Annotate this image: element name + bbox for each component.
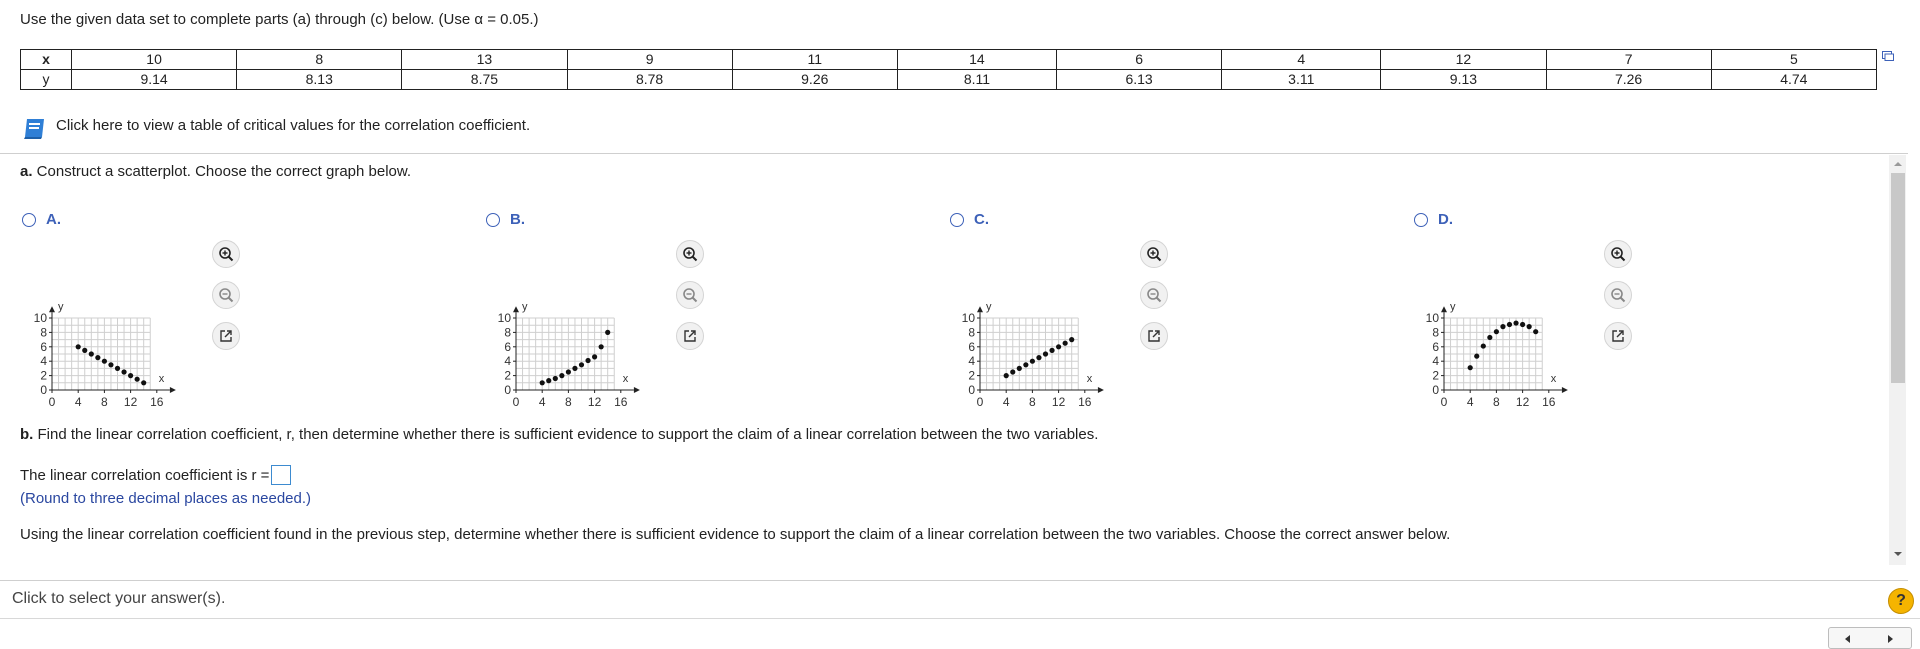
y-tick-label: 2: [1432, 368, 1439, 383]
zoom-out-button[interactable]: [212, 281, 240, 309]
data-point: [1049, 348, 1054, 353]
zoom-out-icon: [1610, 287, 1626, 303]
scatterplot: [484, 228, 659, 408]
option-radio[interactable]: [950, 213, 964, 227]
x-axis-label: x: [1550, 373, 1557, 385]
divider: [0, 153, 1908, 154]
data-point: [1056, 344, 1061, 349]
x-value: 5: [1711, 50, 1876, 70]
x-value: 9: [567, 50, 732, 70]
zoom-out-icon: [1146, 287, 1162, 303]
data-point: [1063, 341, 1068, 346]
data-point: [605, 330, 610, 335]
x-tick-label: 12: [123, 395, 138, 408]
data-point: [1527, 324, 1532, 329]
data-table: [20, 49, 1877, 90]
data-point: [1487, 335, 1492, 340]
x-tick-label: 16: [1542, 395, 1556, 408]
y-row: [21, 70, 1877, 90]
footer-divider: [0, 618, 1920, 619]
data-point: [1030, 359, 1035, 364]
round-hint: (Round to three decimal places as needed.): [20, 490, 312, 507]
data-point: [579, 362, 584, 367]
x-tick-label: 16: [150, 395, 164, 408]
data-point: [128, 373, 133, 378]
zoom-out-button[interactable]: [1604, 281, 1632, 309]
y-tick-label: 10: [497, 311, 511, 325]
option-b[interactable]: [484, 208, 914, 448]
data-point: [1069, 337, 1074, 342]
scrollbar-thumb[interactable]: [1891, 173, 1905, 383]
option-radio[interactable]: [22, 213, 36, 227]
x-header: x: [21, 50, 72, 70]
open-new-window-button[interactable]: [212, 322, 240, 350]
y-value: 9.14: [72, 70, 237, 90]
x-axis-label: x: [622, 373, 629, 385]
data-point: [108, 362, 113, 367]
x-value: 12: [1381, 50, 1546, 70]
y-axis-label: y: [58, 301, 64, 314]
data-point: [89, 351, 94, 356]
x-axis-arrow: [634, 387, 640, 393]
x-tick-label: 4: [1466, 395, 1474, 408]
data-point: [1468, 365, 1473, 370]
scroll-up-icon[interactable]: [1892, 160, 1904, 168]
plot-grid: [980, 318, 1078, 390]
y-tick-label: 0: [1432, 383, 1439, 397]
data-point: [566, 369, 571, 374]
y-value: 8.75: [402, 70, 567, 90]
y-tick-label: 8: [40, 325, 47, 340]
part-b-label: b.: [20, 426, 34, 443]
external-link-icon: [683, 329, 697, 343]
data-point: [1513, 320, 1518, 325]
y-tick-label: 4: [504, 354, 511, 369]
open-new-window-button[interactable]: [676, 322, 704, 350]
y-tick-label: 0: [968, 383, 975, 397]
y-tick-label: 8: [1432, 325, 1439, 340]
x-tick-label: 12: [587, 395, 602, 408]
instructions: Use the given data set to complete parts (a) through (c) below. (Use α = 0.05.): [20, 11, 539, 28]
x-value: 7: [1546, 50, 1711, 70]
scroll-down-icon[interactable]: [1892, 550, 1904, 558]
y-value: 9.13: [1381, 70, 1546, 90]
help-button[interactable]: ?: [1888, 588, 1914, 614]
zoom-in-button[interactable]: [212, 240, 240, 268]
y-axis-label: y: [986, 301, 992, 314]
x-axis-arrow: [1562, 387, 1568, 393]
data-point: [1481, 343, 1486, 348]
y-tick-label: 10: [33, 311, 47, 325]
y-tick-label: 0: [504, 383, 511, 397]
part-b-text: Find the linear correlation coefficient, r, then determine whether there is sufficient evidence to support the claim of a linear correlation between the two variables.: [33, 426, 1099, 443]
x-axis-label: x: [158, 373, 165, 385]
x-tick-label: 0: [976, 395, 984, 408]
option-label[interactable]: C.: [974, 211, 989, 228]
x-axis-arrow: [1098, 387, 1104, 393]
part-b-question: [20, 426, 1098, 443]
data-point: [592, 354, 597, 359]
data-point: [1017, 366, 1022, 371]
next-icon[interactable]: [1885, 634, 1895, 644]
y-tick-label: 6: [1432, 339, 1439, 354]
scatterplot: [20, 228, 195, 408]
x-value: 6: [1057, 50, 1222, 70]
data-point: [1004, 373, 1009, 378]
y-tick-label: 6: [968, 339, 975, 354]
option-label[interactable]: A.: [46, 211, 61, 228]
x-tick-label: 0: [512, 395, 520, 408]
y-axis-arrow: [49, 306, 55, 312]
data-point: [1533, 329, 1538, 334]
y-axis-arrow: [977, 306, 983, 312]
y-value: 4.74: [1711, 70, 1876, 90]
x-value: 4: [1222, 50, 1381, 70]
y-value: 6.13: [1057, 70, 1222, 90]
x-axis-arrow: [170, 387, 176, 393]
y-value: 3.11: [1222, 70, 1381, 90]
y-value: 8.13: [237, 70, 402, 90]
plot-grid: [1444, 318, 1542, 390]
part-a-text: Construct a scatterplot. Choose the correct graph below.: [32, 163, 412, 180]
data-point: [1494, 329, 1499, 334]
option-c[interactable]: [948, 208, 1378, 448]
y-tick-label: 10: [1425, 311, 1439, 325]
r-prompt: The linear correlation coefficient is r =: [20, 467, 270, 484]
x-value: 14: [897, 50, 1056, 70]
book-icon[interactable]: [22, 116, 48, 140]
x-axis-label: x: [1086, 373, 1093, 385]
data-point: [1507, 322, 1512, 327]
zoom-in-button[interactable]: [1604, 240, 1632, 268]
y-axis-label: y: [522, 301, 528, 314]
option-label[interactable]: B.: [510, 211, 525, 228]
y-tick-label: 2: [968, 368, 975, 383]
part-b-instructions: Using the linear correlation coefficient found in the previous step, determine whether there is sufficient evidence to support the claim of a linear correlation between the two variables. Choose the correct answer below.: [20, 526, 1451, 543]
option-radio[interactable]: [1414, 213, 1428, 227]
data-point: [135, 377, 140, 382]
question-nav[interactable]: [1828, 627, 1912, 649]
y-tick-label: 4: [1432, 354, 1439, 369]
x-tick-label: 8: [1493, 395, 1500, 408]
y-tick-label: 2: [504, 368, 511, 383]
x-value: 10: [72, 50, 237, 70]
data-point: [141, 380, 146, 385]
x-tick-label: 8: [565, 395, 572, 408]
data-point: [1474, 354, 1479, 359]
data-point: [1500, 324, 1505, 329]
data-point: [1023, 362, 1028, 367]
y-value: 8.11: [897, 70, 1056, 90]
data-point: [115, 366, 120, 371]
open-new-window-button[interactable]: [1140, 322, 1168, 350]
zoom-out-button[interactable]: [1140, 281, 1168, 309]
status-text: Click to select your answer(s).: [12, 590, 226, 607]
y-axis-arrow: [513, 306, 519, 312]
y-tick-label: 4: [968, 354, 975, 369]
prev-icon[interactable]: [1843, 634, 1853, 644]
y-value: 9.26: [732, 70, 897, 90]
data-point: [540, 380, 545, 385]
zoom-in-button[interactable]: [1140, 240, 1168, 268]
y-tick-label: 8: [968, 325, 975, 340]
y-value: 8.78: [567, 70, 732, 90]
zoom-in-icon: [1146, 246, 1162, 262]
option-label[interactable]: D.: [1438, 211, 1453, 228]
zoom-in-icon: [682, 246, 698, 262]
x-row: [21, 50, 1877, 70]
option-d[interactable]: [1412, 208, 1842, 448]
part-a-question: [20, 163, 411, 180]
data-point: [572, 366, 577, 371]
data-point: [599, 344, 604, 349]
status-divider: [0, 580, 1908, 581]
data-point: [95, 355, 100, 360]
y-value: 7.26: [1546, 70, 1711, 90]
zoom-in-icon: [1610, 246, 1626, 262]
external-link-icon: [1147, 329, 1161, 343]
data-point: [76, 344, 81, 349]
data-point: [121, 369, 126, 374]
y-axis-arrow: [1441, 306, 1447, 312]
open-new-window-button[interactable]: [1604, 322, 1632, 350]
y-tick-label: 6: [504, 339, 511, 354]
x-tick-label: 8: [101, 395, 108, 408]
data-point: [82, 348, 87, 353]
plot-grid: [516, 318, 614, 390]
data-point: [546, 378, 551, 383]
y-tick-label: 2: [40, 368, 47, 383]
copy-table-icon[interactable]: [1882, 51, 1894, 61]
critical-values-link[interactable]: Click here to view a table of critical values for the correlation coefficient.: [56, 117, 531, 134]
data-point: [1043, 351, 1048, 356]
y-tick-label: 4: [40, 354, 47, 369]
y-tick-label: 8: [504, 325, 511, 340]
data-point: [102, 359, 107, 364]
x-tick-label: 16: [614, 395, 628, 408]
data-point: [1036, 355, 1041, 360]
x-tick-label: 0: [1440, 395, 1448, 408]
y-tick-label: 0: [40, 383, 47, 397]
y-axis-label: y: [1450, 301, 1456, 314]
part-a-label: a.: [20, 163, 33, 180]
scatterplot: [948, 228, 1123, 408]
y-tick-label: 10: [961, 311, 975, 325]
x-tick-label: 4: [538, 395, 546, 408]
option-radio[interactable]: [486, 213, 500, 227]
x-tick-label: 12: [1515, 395, 1530, 408]
x-tick-label: 4: [1002, 395, 1010, 408]
r-answer-line: [20, 465, 291, 485]
x-value: 13: [402, 50, 567, 70]
x-tick-label: 4: [74, 395, 82, 408]
data-point: [585, 358, 590, 363]
external-link-icon: [1611, 329, 1625, 343]
data-point: [1520, 322, 1525, 327]
x-tick-label: 0: [48, 395, 56, 408]
zoom-out-icon: [218, 287, 234, 303]
option-a[interactable]: [20, 208, 450, 448]
data-point: [1010, 369, 1015, 374]
external-link-icon: [219, 329, 233, 343]
zoom-out-icon: [682, 287, 698, 303]
r-answer-input[interactable]: [271, 465, 291, 485]
x-value: 11: [732, 50, 897, 70]
zoom-in-icon: [218, 246, 234, 262]
x-tick-label: 12: [1051, 395, 1066, 408]
data-point: [553, 376, 558, 381]
zoom-out-button[interactable]: [676, 281, 704, 309]
x-value: 8: [237, 50, 402, 70]
scatterplot: [1412, 228, 1587, 408]
x-tick-label: 16: [1078, 395, 1092, 408]
data-point: [559, 373, 564, 378]
y-header: y: [21, 70, 72, 90]
y-tick-label: 6: [40, 339, 47, 354]
zoom-in-button[interactable]: [676, 240, 704, 268]
x-tick-label: 8: [1029, 395, 1036, 408]
